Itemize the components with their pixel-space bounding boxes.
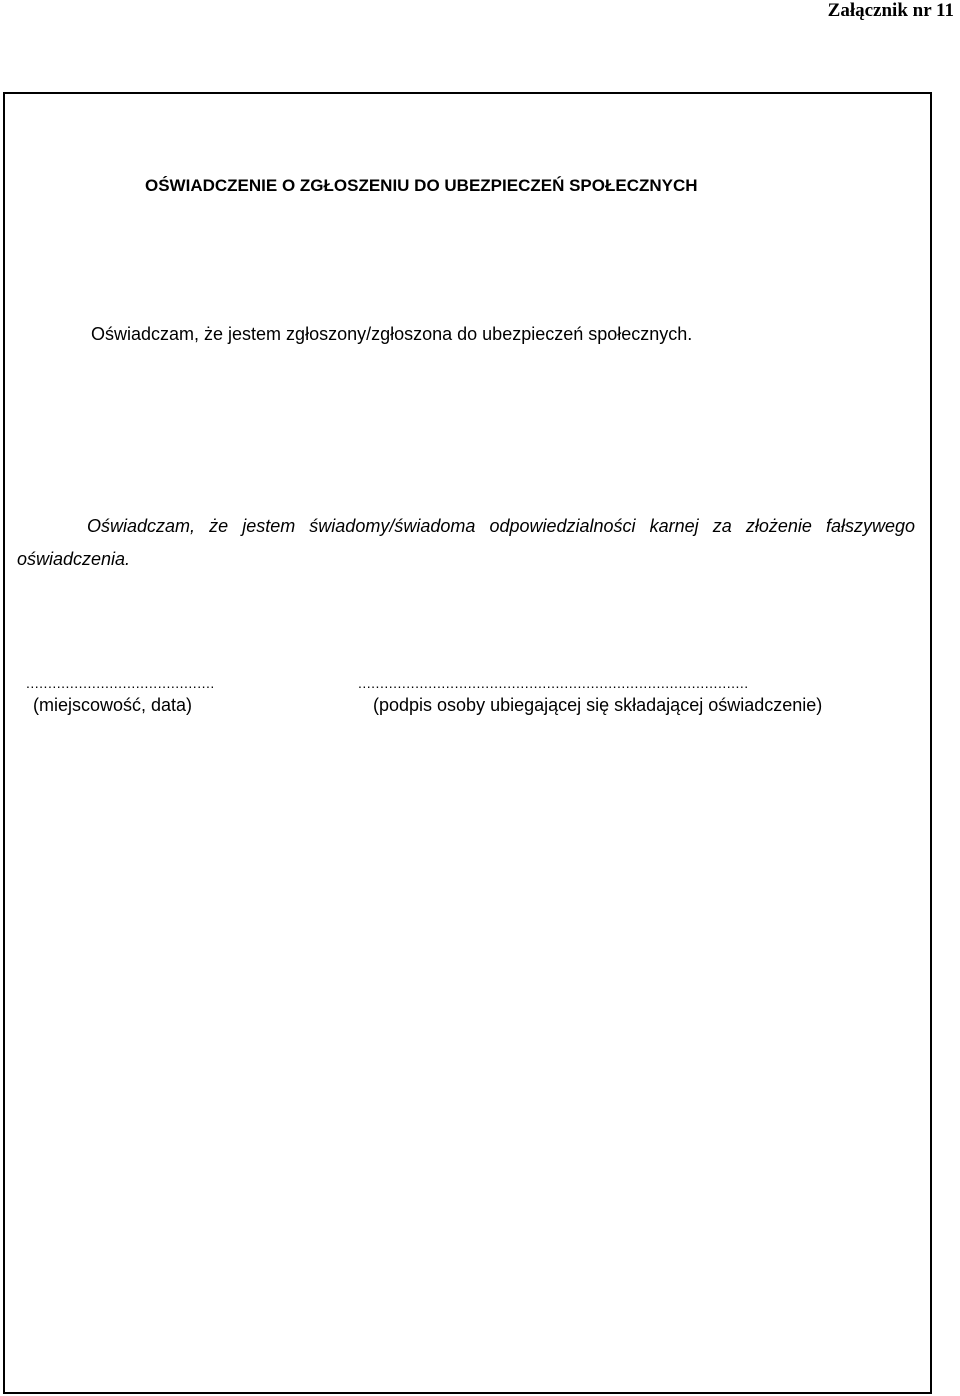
document-frame [3, 92, 932, 1394]
place-date-signature-line: ........................................... [26, 675, 215, 691]
registration-statement: Oświadczam, że jestem zgłoszony/zgłoszona do ubezpieczeń społecznych. [91, 324, 693, 344]
signature-line: ......................................................................................... [358, 675, 749, 691]
liability-statement: Oświadczam, że jestem świadomy/świadoma odpowiedzialności karnej za złożenie fałszywego oświadczenia. [17, 516, 915, 569]
place-date-caption: (miejscowość, data) [33, 695, 193, 715]
document-title: OŚWIADCZENIE O ZGŁOSZENIU DO UBEZPIECZEŃ SPOŁECZNYCH [145, 176, 698, 195]
attachment-number: Załącznik nr 11 [827, 0, 954, 21]
signature-caption: (podpis osoby ubiegającej się składającej oświadczenie) [373, 695, 823, 715]
